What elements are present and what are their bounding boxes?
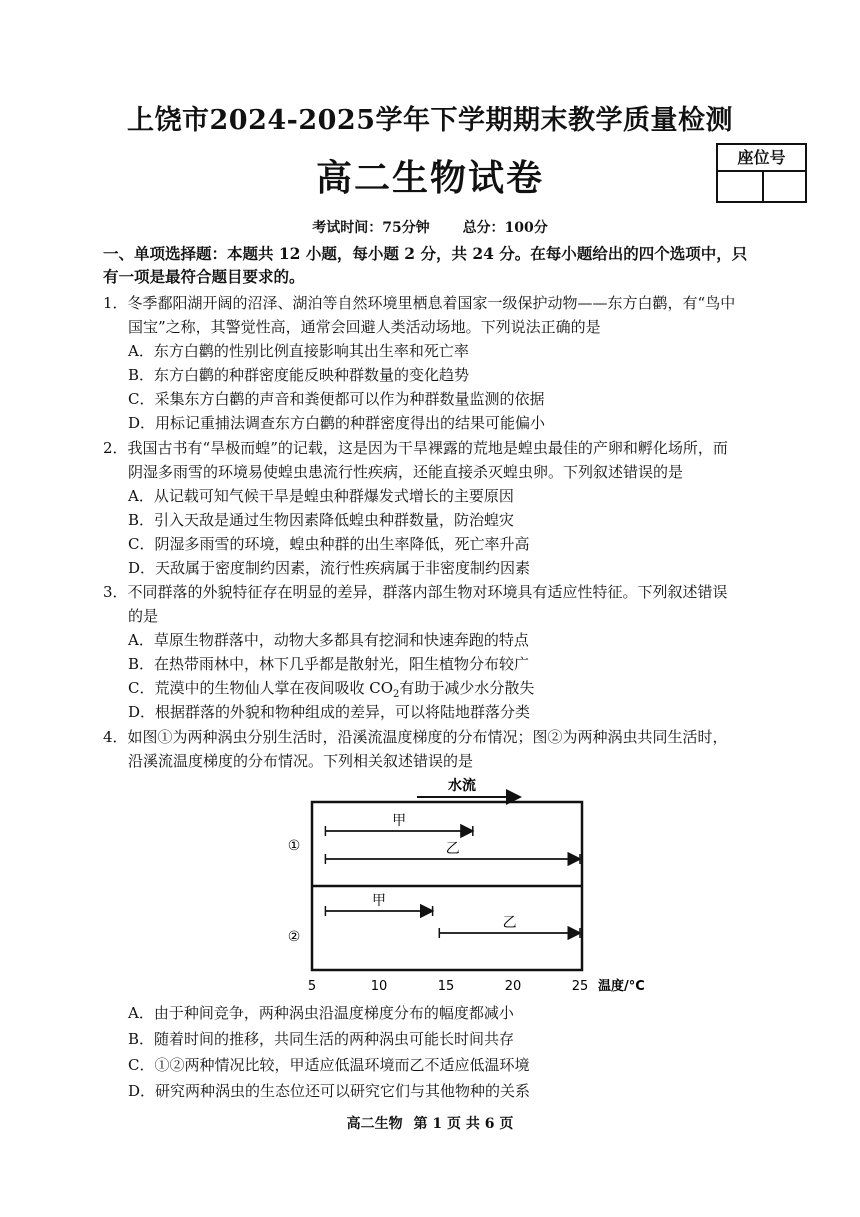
seat-number-box[interactable] [716, 143, 807, 203]
q2-option-d: D．天敌属于密度制约因素，流行性疾病属于非密度制约因素 [128, 559, 531, 577]
q4-option-c: C．①②两种情况比较，甲适应低温环境而乙不适应低温环境 [128, 1056, 530, 1074]
q2-stem-cont: 阴湿多雨雪的环境易使蝗虫患流行性疾病，还能直接杀灭蝗虫卵。下列叙述错误的是 [128, 463, 684, 481]
temperature-tick-15: 15 [437, 979, 455, 994]
seat-number-label: 座位号 [718, 145, 805, 172]
q1-stem: 1．冬季鄱阳湖开阔的沼泽、湖泊等自然环境里栖息着国家一级保护动物——东方白鹳，有“鸟中 [103, 294, 736, 312]
exam-title: 上饶市2024-2025学年下学期期末教学质量检测 [127, 105, 733, 136]
q3-option-c [128, 678, 534, 705]
q2-option-c: C．阴湿多雨雪的环境，蝗虫种群的出生率降低，死亡率升高 [128, 535, 530, 553]
q3-option-c-text: C．荒漠中的生物仙人掌在夜间吸收 CO [128, 679, 394, 697]
q4-option-b: B．随着时间的推移，共同生活的两种涡虫可能长时间共存 [128, 1030, 515, 1048]
q2-option-a: A．从记载可知气候干旱是蝗虫种群爆发式增长的主要原因 [128, 487, 514, 505]
q1-option-c: C．采集东方白鹳的声音和粪便都可以作为种群数量监测的依据 [128, 390, 545, 408]
q4-stem-cont: 沿溪流温度梯度的分布情况。下列相关叙述错误的是 [128, 752, 474, 770]
exam-subtitle: 高二生物试卷 [315, 157, 544, 199]
q4-option-a: A．由于种间竞争，两种涡虫沿温度梯度分布的幅度都减小 [128, 1004, 514, 1022]
flatworm-distribution-diagram [280, 775, 660, 1000]
exam-time: 考试时间：75分钟 [312, 220, 430, 236]
q3-option-c-text-end: 有助于减少水分散失 [399, 679, 535, 697]
panel-1-jia-range-label: 甲 [392, 813, 407, 829]
temperature-tick-25: 25 [571, 979, 589, 994]
q1-option-a: A．东方白鹳的性别比例直接影响其出生率和死亡率 [128, 342, 469, 360]
panel-2-jia-range-label: 甲 [372, 893, 386, 909]
q3-option-b: B．在热带雨林中，林下几乎都是散射光，阳生植物分布较广 [128, 655, 530, 673]
exam-info [0, 217, 860, 237]
section-heading: 一、单项选择题：本题共 12 小题，每小题 2 分，共 24 分。在每小题给出的四个选项中，只 [103, 244, 748, 263]
q1-stem-cont: 国宝”之称，其警觉性高，通常会回避人类活动场地。下列说法正确的是 [128, 318, 601, 336]
q2-option-b: B．引入天敌是通过生物因素降低蝗虫种群数量，防治蝗灾 [128, 511, 515, 529]
q3-option-c-subscript: 2 [393, 689, 400, 700]
q1-option-d: D．用标记重捕法调查东方白鹳的种群密度得出的结果可能偏小 [128, 414, 546, 432]
temperature-tick-10: 10 [370, 979, 388, 994]
q1-option-b: B．东方白鹳的种群密度能反映种群数量的变化趋势 [128, 366, 470, 384]
q4-stem: 4．如图①为两种涡虫分别生活时，沿溪流温度梯度的分布情况；图②为两种涡虫共同生活时， [103, 728, 728, 746]
page-footer [0, 1113, 860, 1133]
temperature-axis-label: 温度/°C [598, 979, 645, 994]
seat-box-divider [762, 172, 764, 201]
section-heading-cont: 有一项是最符合题目要求的。 [103, 267, 305, 286]
q2-stem: 2．我国古书有“旱极而蝗”的记载，这是因为干旱裸露的荒地是蝗虫最佳的产卵和孵化场所，而 [103, 439, 728, 457]
q3-option-a: A．草原生物群落中，动物大多都具有挖洞和快速奔跑的特点 [128, 631, 529, 649]
q3-stem-cont: 的是 [128, 607, 159, 625]
q3-option-d: D．根据群落的外貌和物种组成的差异，可以将陆地群落分类 [128, 703, 531, 721]
temperature-tick-5: 5 [307, 979, 317, 994]
q4-option-d: D．研究两种涡虫的生态位还可以研究它们与其他物种的关系 [128, 1082, 531, 1100]
panel-1-label: ① [287, 838, 301, 854]
panel-2-label: ② [287, 929, 301, 945]
q3-stem: 3．不同群落的外貌特征存在明显的差异，群落内部生物对环境具有适应性特征。下列叙述错误 [103, 583, 728, 601]
water-flow-label: 水流 [448, 778, 476, 794]
footer-page-number: 第 1 页 共 6 页 [413, 1116, 514, 1132]
total-score: 总分：100分 [462, 220, 548, 236]
footer-subject: 高二生物 [346, 1116, 403, 1132]
panel-1-yi-range-label: 乙 [445, 841, 460, 857]
panel-2-yi-range-label: 乙 [502, 915, 517, 931]
temperature-tick-20: 20 [504, 979, 522, 994]
